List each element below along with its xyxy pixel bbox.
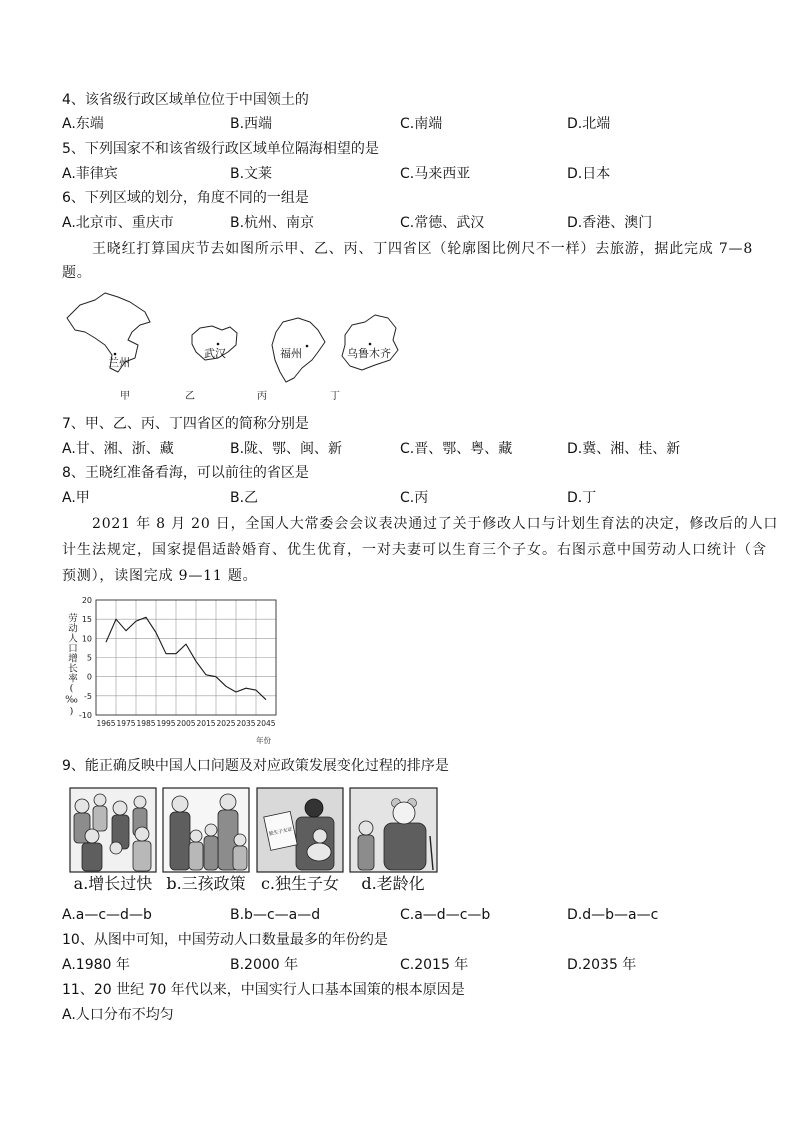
q8-stem: 8、王晓红准备看海，可以前往的省区是 — [62, 465, 309, 481]
map-xinjiang — [342, 315, 398, 370]
x-tick-label: 2005 — [176, 719, 196, 728]
q10-option-b: B.2000 年 — [230, 957, 299, 973]
child-head — [359, 821, 373, 835]
passage-9-11-line-1: 2021 年 8 月 20 日，全国人大常委会会议表决通过了关于修改人口与计划生育法的决定，修改后的人口 — [92, 516, 779, 532]
q10-option-d: D.2035 年 — [567, 957, 637, 973]
map-letter-yi: 乙 — [185, 391, 195, 402]
q9-option-a: A.a—c—d—b — [62, 907, 152, 923]
q7-option-d: D.冀、湘、桂、新 — [567, 441, 681, 457]
q10-option-a: A.1980 年 — [62, 957, 130, 973]
q7-option-c: C.晋、鄂、粤、藏 — [400, 441, 513, 457]
y-tick-label: 20 — [81, 596, 92, 605]
y-tick-label: 5 — [86, 653, 92, 663]
x-tick-label: 2015 — [196, 719, 216, 728]
x-tick-label: 1995 — [156, 719, 176, 728]
crowd-person-body — [133, 841, 151, 871]
map-gansu — [67, 293, 150, 372]
q6-stem: 6、下列区域的划分，角度不同的一组是 — [62, 190, 309, 206]
y-axis-label: 劳动人口增长率(‰) — [66, 613, 77, 718]
elderly-body — [384, 823, 426, 870]
crowd-person-head — [113, 801, 127, 815]
panel-d-illustration — [350, 788, 437, 872]
capital-dot — [369, 343, 372, 346]
capital-dot — [217, 343, 220, 346]
q11-stem: 11、20 世纪 70 年代以来，中国实行人口基本国策的根本原因是 — [62, 982, 465, 998]
x-tick-label: 1985 — [136, 719, 156, 728]
map-city-label: 兰州 — [108, 356, 130, 369]
series-line — [106, 617, 266, 699]
labor-growth-chart — [60, 592, 285, 748]
certificate-text: 独生子女证 — [268, 827, 294, 838]
passage-7-8-line-1: 王晓红打算国庆节去如图所示甲、乙、丙、丁四省区（轮廓图比例尺不一样）去旅游，据此完成 7—8 — [92, 241, 754, 257]
crowd-person-head — [134, 796, 146, 808]
q4-option-a: A.东端 — [62, 116, 104, 132]
map-city-label: 福州 — [280, 347, 302, 360]
q5-option-c: C.马来西亚 — [400, 166, 471, 182]
map-letter-bing: 丙 — [257, 391, 267, 402]
q6-option-d: D.香港、澳门 — [567, 215, 653, 231]
province-outline-maps — [60, 286, 410, 386]
q4-option-b: B.西端 — [230, 116, 273, 132]
q8-option-d: D.丁 — [567, 490, 597, 506]
panel-a-illustration — [70, 788, 156, 872]
q4-option-c: C.南端 — [400, 116, 443, 132]
map-fujian — [272, 318, 325, 382]
y-tick-label: -5 — [84, 691, 92, 701]
child-body — [358, 835, 374, 870]
q7-option-b: B.陇、鄂、闽、新 — [230, 441, 343, 457]
passage-7-8-line-2: 题。 — [62, 265, 92, 281]
x-tick-label: 2045 — [256, 719, 276, 728]
q6-option-a: A.北京市、重庆市 — [62, 215, 174, 231]
map-letter-ding: 丁 — [330, 391, 340, 402]
q11-option-a: A.人口分布不均匀 — [62, 1007, 174, 1023]
x-tick-label: 2035 — [236, 719, 256, 728]
x-tick-label: 2025 — [216, 719, 236, 728]
baby-body — [307, 843, 331, 861]
father-head — [172, 796, 188, 812]
child-head — [190, 830, 202, 842]
q8-option-b: B.乙 — [230, 490, 259, 506]
q10-stem: 10、从图中可知，中国劳动人口数量最多的年份约是 — [62, 932, 388, 948]
baby-head — [313, 829, 327, 843]
mother-head — [220, 794, 236, 810]
q5-option-a: A.菲律宾 — [62, 166, 118, 182]
crowd-person-head — [94, 794, 106, 806]
q5-stem: 5、下列国家不和该省级行政区域单位隔海相望的是 — [62, 141, 379, 157]
map-city-label: 乌鲁木齐 — [347, 347, 391, 360]
x-tick-label: 1975 — [116, 719, 136, 728]
child-head — [234, 834, 246, 846]
map-hubei — [192, 326, 237, 360]
y-tick-label: -10 — [78, 711, 92, 720]
q4-stem: 4、该省级行政区域单位位于中国领土的 — [62, 92, 309, 108]
passage-9-11-line-2: 计生法规定，国家提倡适龄婚育、优生优育，一对夫妻可以生育三个子女。右图示意中国劳动人口统计（含 — [62, 542, 767, 558]
y-tick-label: 10 — [81, 634, 92, 644]
elderly-head — [393, 802, 415, 824]
map-letter-jia: 甲 — [120, 391, 130, 402]
crowd-person-body — [82, 843, 102, 871]
province-outline-ding — [342, 315, 398, 370]
y-tick-label: 0 — [86, 672, 92, 682]
panel-c-caption: c.独生子女 — [260, 874, 340, 893]
crowd-person-head — [75, 799, 89, 813]
y-tick-label: 15 — [81, 615, 92, 625]
father-body — [170, 812, 190, 870]
chart-tick-labels — [79, 596, 276, 728]
q4-option-d: D.北端 — [567, 116, 611, 132]
capital-dot — [114, 353, 117, 356]
child-body — [189, 842, 203, 870]
q7-option-a: A.甘、湘、浙、藏 — [62, 441, 174, 457]
child-head — [205, 824, 217, 836]
mother-head — [305, 799, 323, 817]
chart-grid — [96, 600, 276, 715]
crowd-person-head — [135, 827, 149, 841]
child-body — [233, 846, 247, 870]
x-axis-label: 年份 — [256, 736, 271, 745]
panel-b-illustration — [163, 788, 249, 872]
q9-option-b: B.b—c—a—d — [230, 907, 321, 923]
x-tick-label: 1965 — [96, 719, 116, 728]
panel-a-caption: a.增长过快 — [73, 874, 153, 893]
q6-option-b: B.杭州、南京 — [230, 215, 315, 231]
q9-stem: 9、能正确反映中国人口问题及对应政策发展变化过程的排序是 — [62, 758, 449, 774]
panel-d-caption: d.老龄化 — [361, 874, 425, 893]
q5-option-b: B.文莱 — [230, 166, 273, 182]
q5-option-d: D.日本 — [567, 166, 611, 182]
q7-stem: 7、甲、乙、丙、丁四省区的简称分别是 — [62, 416, 309, 432]
crowd-baby-head — [110, 842, 122, 854]
panel-b-caption: b.三孩政策 — [166, 874, 246, 893]
map-city-label: 武汉 — [204, 347, 226, 360]
q6-option-c: C.常德、武汉 — [400, 215, 485, 231]
capital-dot — [306, 345, 309, 348]
population-policy-illustrations — [68, 786, 442, 874]
q8-option-c: C.丙 — [400, 490, 429, 506]
crowd-person-head — [85, 829, 99, 843]
q9-option-c: C.a—d—c—b — [400, 907, 491, 923]
passage-9-11-line-3: 预测），读图完成 9—11 题。 — [62, 568, 258, 584]
child-body — [204, 836, 218, 870]
q10-option-c: C.2015 年 — [400, 957, 469, 973]
q9-option-d: D.d—b—a—c — [567, 907, 659, 923]
q8-option-a: A.甲 — [62, 490, 90, 506]
crowd-person-body — [93, 806, 107, 831]
panel-c-illustration — [257, 788, 343, 872]
